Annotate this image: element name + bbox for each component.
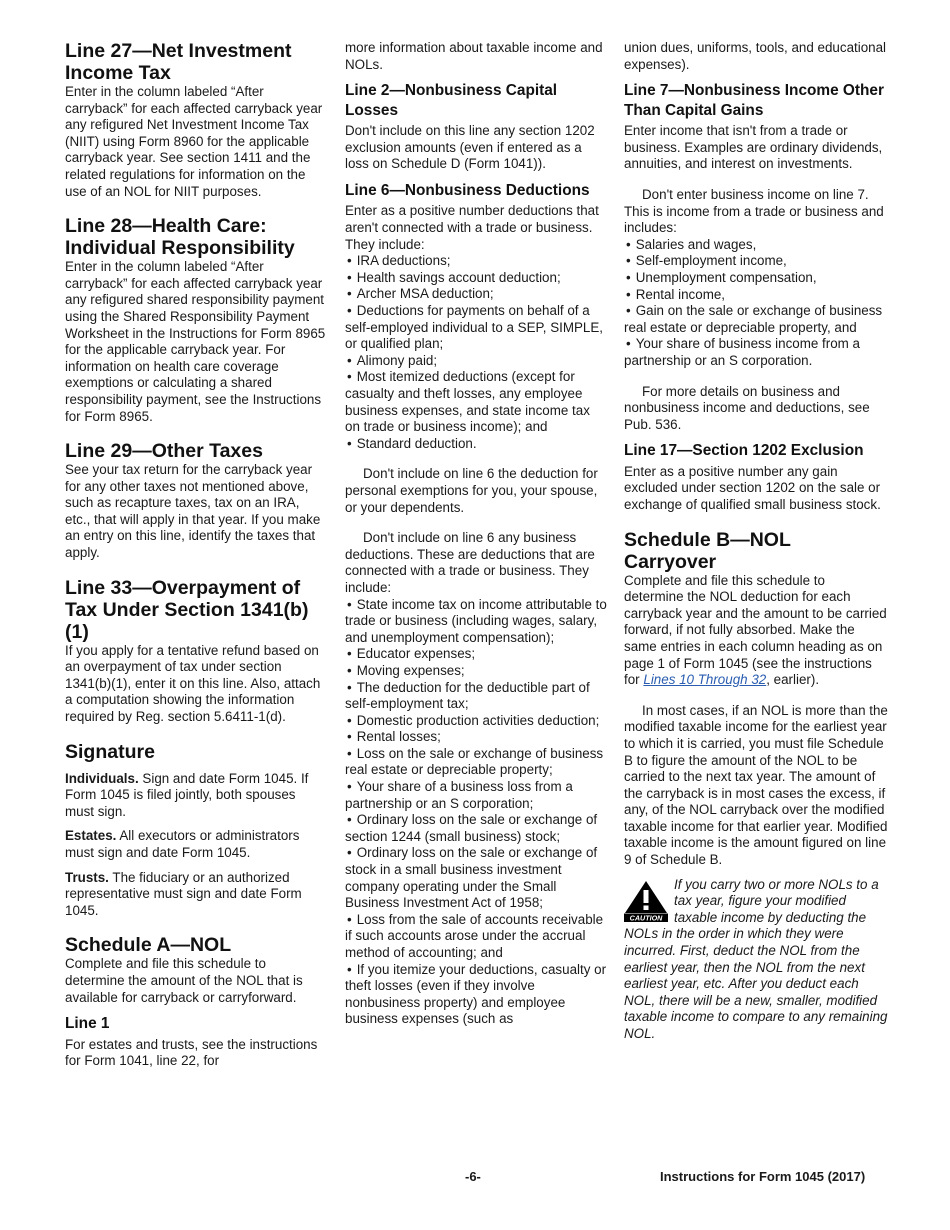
para-schedule-b-carryover: In most cases, if an NOL is more than the modified taxable income for the earliest year to which it is carried, you must file Schedule B to figure the amount of the NOL to be carried to the next tax year. The amount of the carryback is in most cases the excess, if any, of the NOL carryback over the modified taxable income for that earlier year. Modified taxable income is the amount figured on line 9 of Schedule B. [624, 702, 888, 868]
link-lines-10-through-32[interactable]: Lines 10 Through 32 [643, 672, 767, 688]
heading-line-7: Line 7—Nonbusiness Income Other Than Capital Gains [624, 82, 884, 119]
column-middle [345, 40, 607, 1028]
list-item: • Domestic production activities deduction; [345, 713, 607, 730]
para-continued: more information about taxable income and NOLs. [345, 40, 603, 72]
para-line-1: For estates and trusts, see the instructions for Form 1041, line 22, for [65, 1036, 318, 1069]
list-item: • Rental losses; [345, 729, 607, 746]
para-line-33: If you apply for a tentative refund based on an overpayment of tax under section 1341(b)(1), enter it on this line. Also, attach a computation showing the information required by Reg. section 5.6411-1(d). [65, 642, 321, 725]
list-item: • Standard deduction. [345, 436, 607, 453]
list-item: • Loss on the sale or exchange of business real estate or depreciable property; [345, 746, 607, 779]
heading-line-1: Line 1 [65, 1015, 110, 1033]
caution-note [624, 877, 888, 1043]
label-trusts: Trusts. [65, 869, 109, 885]
list-item: • Self-employment income, [624, 253, 888, 270]
para-line-17: Enter as a positive number any gain excluded under section 1202 on the sale or exchange of qualified small business stock. [624, 463, 881, 512]
text-individuals: Sign and date Form 1045. If Form 1045 is filed jointly, both spouses must sign. [65, 770, 309, 819]
list-item: • Gain on the sale or exchange of business real estate or depreciable property, and [624, 303, 888, 336]
para-line-6: Enter as a positive number deductions that aren't connected with a trade or business. They include: [345, 203, 599, 252]
heading-line-17: Line 17—Section 1202 Exclusion [624, 442, 864, 460]
heading-signature: Signature [65, 740, 155, 763]
list-item: • State income tax on income attributable to trade or business (including wages, salary, and unemployment compensation); [345, 597, 607, 647]
text-trusts: The fiduciary or an authorized representative must sign and date Form 1045. [65, 869, 302, 918]
heading-schedule-b: Schedule B—NOL Carryover [624, 528, 791, 573]
caution-text: If you carry two or more NOLs to a tax year, figure your modified taxable income by deducting the NOLs in the order in which they were incurred. First, deduct the NOL from the earliest year, then the NOL from the next earliest year, etc. After you deduct each NOL, there will be a new, smaller, modified taxable income to compare to any remaining NOL. [624, 876, 888, 1041]
column-right [624, 40, 888, 1043]
para-line-28: Enter in the column labeled “After carryback” for each affected carryback year any refigured shared responsibility payment using the Shared Responsibility Payment Worksheet in the Instructions for Form 8965 for the applicable carryback year. For information on health care coverage exemptions or calculating a shared responsibility payment, see the Instructions for Form 8965. [65, 259, 326, 424]
text-estates: All executors or administrators must sign and date Form 1045. [65, 828, 300, 860]
list-item: • Ordinary loss on the sale or exchange of section 1244 (small business) stock; [345, 812, 607, 845]
list-item: • Your share of a business loss from a partnership or an S corporation; [345, 779, 607, 812]
heading-line-2: Line 2—Nonbusiness Capital Losses [345, 82, 558, 119]
list-item: • Deductions for payments on behalf of a self-employed individual to a SEP, SIMPLE, or qualified plan; [345, 303, 607, 353]
heading-schedule-a: Schedule A—NOL [65, 934, 232, 957]
text-schedule-b-end: , earlier). [766, 672, 820, 688]
list-item: • Archer MSA deduction; [345, 286, 607, 303]
list-item: • Rental income, [624, 287, 888, 304]
heading-line-28: Line 28—Health Care: Individual Responsibility [65, 215, 295, 260]
para-schedule-b [624, 573, 888, 689]
para-line-7: Enter income that isn't from a trade or business. Examples are ordinary dividends, annuities, and interest on investments. [624, 123, 883, 172]
para-line-29: See your tax return for the carryback year for any other taxes not mentioned above, such as recapture taxes, tax on an IRA, etc., that will apply in that year. If you make an entry on this line, identify the taxes that apply. [65, 462, 321, 561]
para-line-6-exemptions: Don't include on line 6 the deduction for personal exemptions for you, your spouse, or your dependents. [345, 466, 598, 515]
list-item: • Unemployment compensation, [624, 270, 888, 287]
heading-line-6: Line 6—Nonbusiness Deductions [345, 181, 590, 199]
para-line-27: Enter in the column labeled “After carryback” for each affected carryback year any refigured Net Investment Income Tax (NIIT) using Form 8960 for the applicable carryback year. See section 1411 and the related regulations for information on the use of an NOL for NIIT purposes. [65, 84, 323, 199]
para-individuals [65, 771, 327, 821]
list-item: • Your share of business income from a partnership or an S corporation. [624, 336, 888, 369]
list-item: • Salaries and wages, [624, 237, 888, 254]
list-item: • IRA deductions; [345, 253, 607, 270]
list-item: • The deduction for the deductible part of self-employment tax; [345, 680, 607, 713]
para-trusts [65, 870, 327, 920]
list-item: • Educator expenses; [345, 646, 607, 663]
list-item: • If you itemize your deductions, casualty or theft losses (even if they involve nonbusiness property) and employee business expenses (such as [345, 962, 607, 1028]
caution-label: CAUTION [629, 913, 663, 922]
page-number: -6- [465, 1169, 481, 1184]
list-business-income [624, 237, 888, 370]
para-more-details: For more details on business and nonbusiness income and deductions, see Pub. 536. [624, 383, 870, 432]
para-line-2: Don't include on this line any section 1202 exclusion amounts (even if entered as a loss on Schedule D (Form 1041)). [345, 123, 595, 172]
list-item: • Ordinary loss on the sale or exchange of stock in a small business investment company operating under the Small Business Investment Act of 1958; [345, 845, 607, 911]
footer-title: Instructions for Form 1045 (2017) [660, 1169, 866, 1184]
list-item: • Alimony paid; [345, 353, 607, 370]
heading-line-27: Line 27—Net Investment Income Tax [65, 40, 292, 84]
text-schedule-b: Complete and file this schedule to determine the NOL deduction for each carryback year and the amount to be carried forward, if not fully absorbed. Make the same entries in each column heading as on page 1 of Form 1045 (see the instructions for [624, 572, 887, 688]
caution-icon [624, 880, 668, 922]
para-line-7-business: Don't enter business income on line 7. This is income from a trade or business and includes: [624, 186, 884, 236]
list-item: • Moving expenses; [345, 663, 607, 680]
heading-line-33: Line 33—Overpayment of Tax Under Section 1341(b)(1) [65, 576, 309, 643]
list-nonbusiness-deductions [345, 253, 607, 452]
para-line-6-business: Don't include on line 6 any business deductions. These are deductions that are connected with a trade or business. They include: [345, 530, 595, 595]
para-estates [65, 828, 327, 861]
list-item: • Most itemized deductions (except for casualty and theft losses, any employee business expenses, and state income tax on trade or business income); and [345, 369, 607, 435]
label-individuals: Individuals. [65, 770, 139, 786]
para-schedule-a: Complete and file this schedule to determine the amount of the NOL that is available for carryback or carryforward. [65, 956, 303, 1005]
list-item: • Loss from the sale of accounts receivable if such accounts arose under the accrual method of accounting; and [345, 912, 607, 962]
para-continued: union dues, uniforms, tools, and educational expenses). [624, 40, 887, 72]
label-estates: Estates. [65, 828, 117, 844]
column-left [65, 40, 327, 1070]
list-business-deductions [345, 597, 607, 1028]
list-item: • Health savings account deduction; [345, 270, 607, 287]
heading-line-29: Line 29—Other Taxes [65, 440, 263, 463]
